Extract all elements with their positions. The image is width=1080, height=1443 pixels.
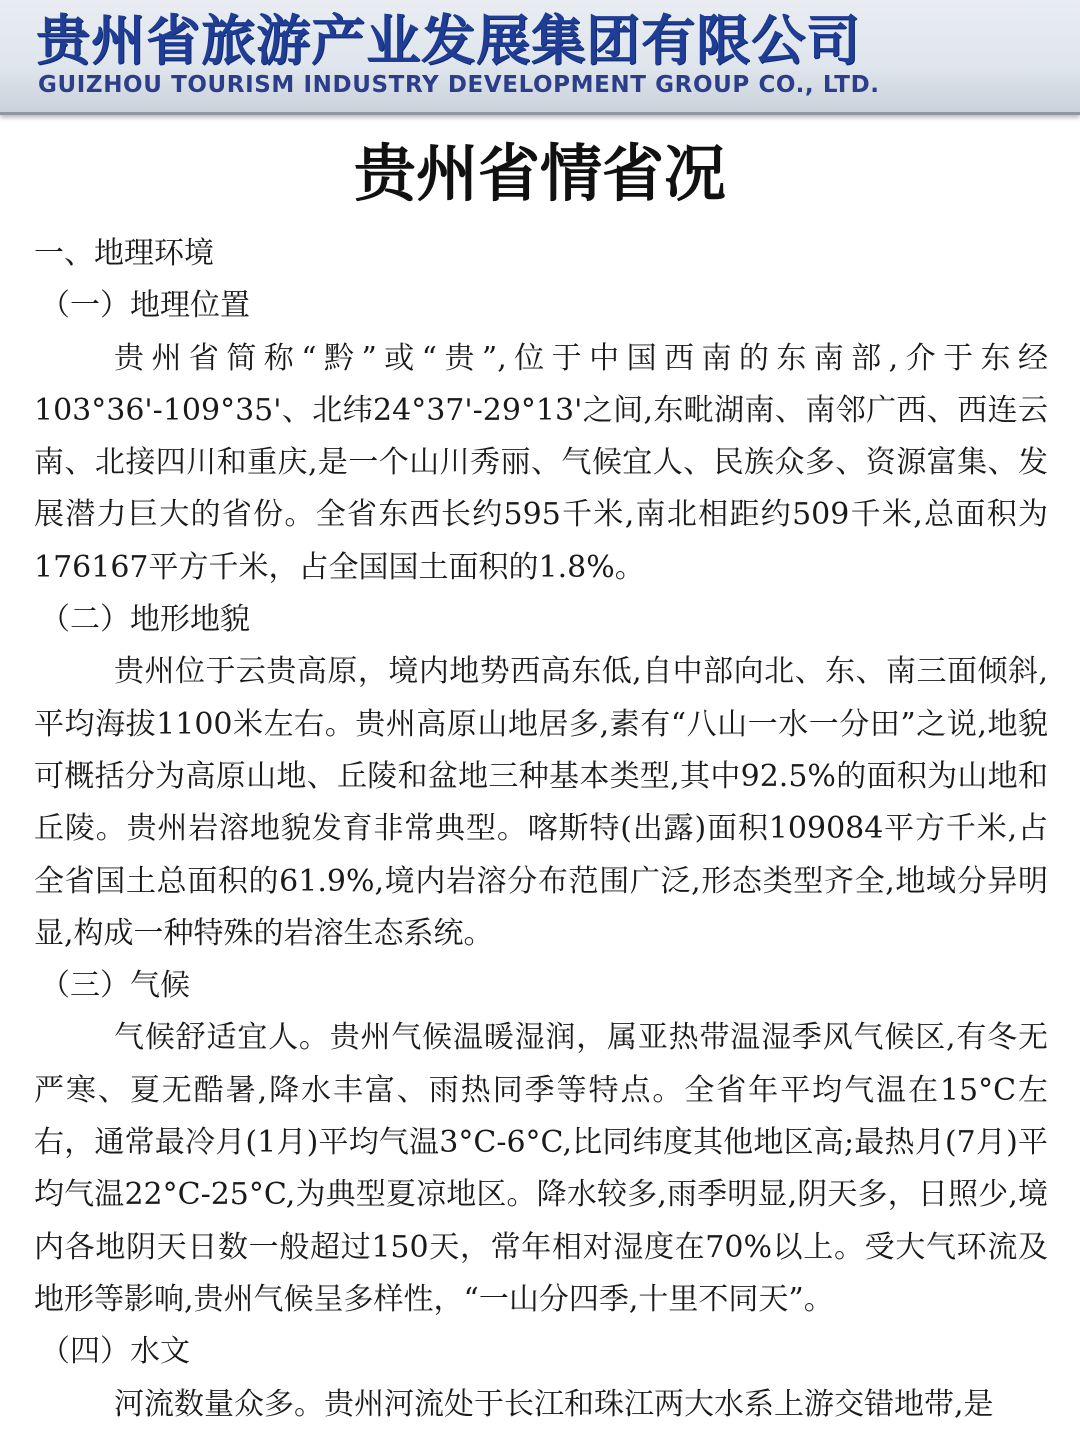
company-banner (0, 0, 1080, 115)
document-body (34, 228, 1048, 1431)
subheading-hydrology: （四）水文 (40, 1334, 190, 1370)
paragraph-location: 贵州省简称“黔”或“贵”,位于中国西南的东南部,介于东经103°36'-109°35'、北纬24°37'-29°13'之间,东毗湖南、南邻广西、西连云南、北接四川和重庆,是一个山川秀丽、气候宜人、民族众多、资源富集、发展潜力巨大的省份。全省东西长约595千米,南北相距约509千米,总面积为176167平方千米，占全国国土面积的1.8%。 (34, 340, 1048, 585)
subheading-terrain: （二）地形地貌 (40, 602, 250, 638)
page-title: 贵州省情省况 (353, 137, 726, 210)
company-name-en: GUIZHOU TOURISM INDUSTRY DEVELOPMENT GROUP CO., LTD. (38, 72, 880, 98)
section-heading-geography: 一、地理环境 (34, 236, 214, 271)
paragraph-climate: 气候舒适宜人。贵州气候温暖湿润，属亚热带温湿季风气候区,有冬无严寒、夏无酷暑,降水丰富、雨热同季等特点。全省年平均气温在15°C左右，通常最冷月(1月)平均气温3°C-6°C,比同纬度其他地区高;最热月(7月)平均气温22°C-25°C,为典型夏凉地区。降水较多,雨季明显,阴天多，日照少,境内各地阴天日数一般超过150天，常年相对湿度在70%以上。受大气环流及地形等影响,贵州气候呈多样性，“一山分四季,十里不同天”。 (34, 1020, 1048, 1317)
paragraph-terrain: 贵州位于云贵高原，境内地势西高东低,自中部向北、东、南三面倾斜,平均海拔1100米左右。贵州高原山地居多,素有“八山一水一分田”之说,地貌可概括分为高原山地、丘陵和盆地三种基本类型,其中92.5%的面积为山地和丘陵。贵州岩溶地貌发育非常典型。喀斯特(出露)面积109084平方千米,占全省国土总面积的61.9%,境内岩溶分布范围广泛,形态类型齐全,地域分异明显,构成一种特殊的岩溶生态系统。 (34, 654, 1048, 951)
paragraph-hydrology: 河流数量众多。贵州河流处于长江和珠江两大水系上游交错地带,是 (114, 1386, 994, 1422)
subheading-location: （一）地理位置 (40, 288, 250, 324)
subheading-climate: （三）气候 (40, 968, 190, 1004)
company-name-cn: 贵州省旅游产业发展集团有限公司 (36, 9, 861, 72)
